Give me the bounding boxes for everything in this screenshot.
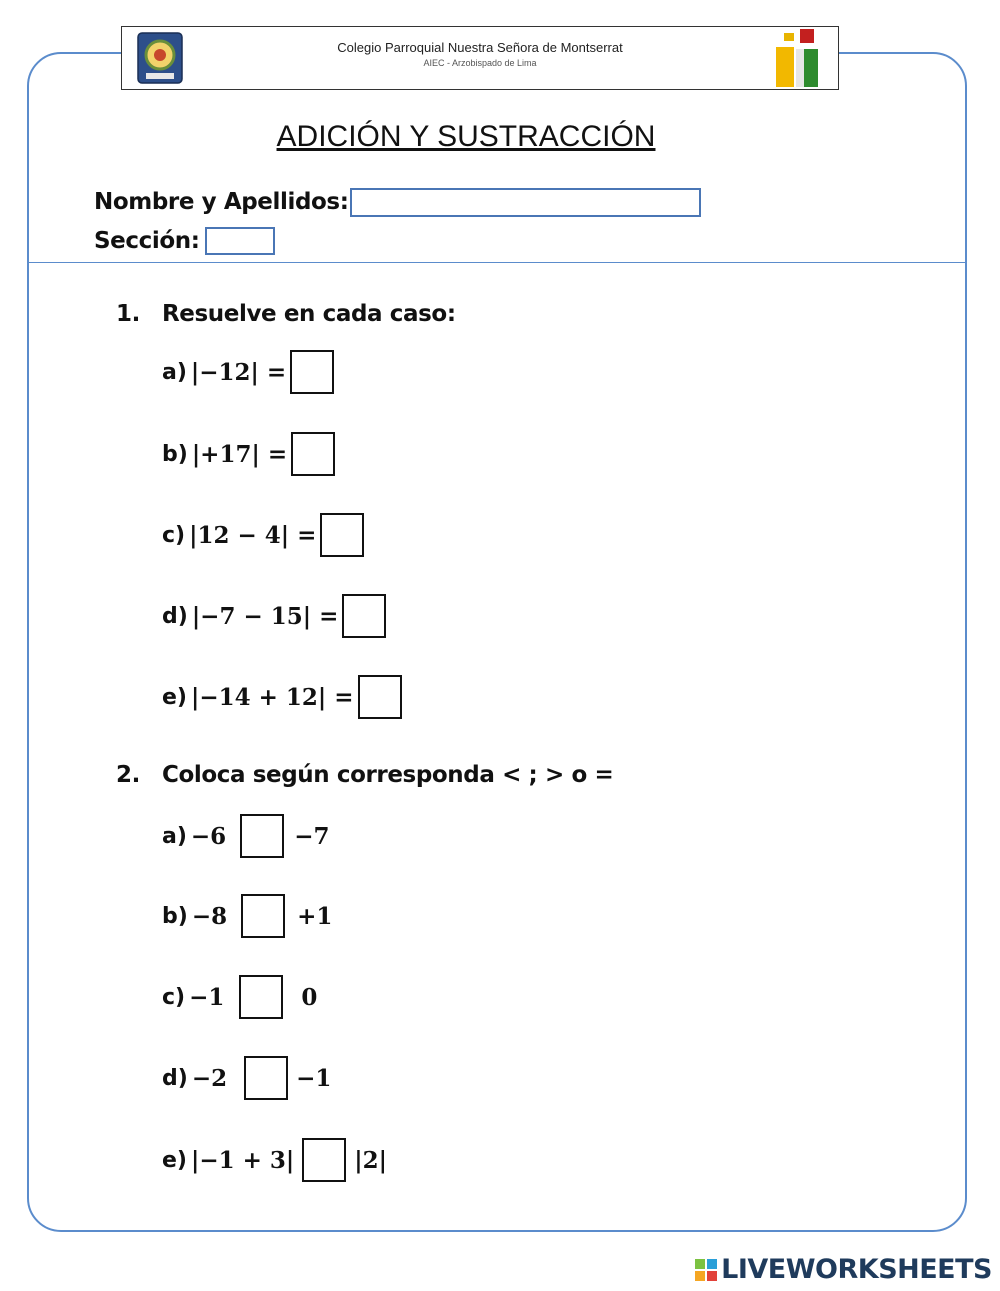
compare-box[interactable] [241, 894, 285, 938]
liveworksheets-brand [694, 1254, 992, 1285]
section-field[interactable] [205, 227, 275, 255]
compare-box[interactable] [239, 975, 283, 1019]
item-label: d) [162, 1065, 188, 1091]
expression: |+17| = [191, 440, 288, 468]
q1-item-a [162, 348, 334, 396]
expression: |−7 − 15| = [191, 602, 339, 630]
answer-box[interactable] [320, 513, 364, 557]
q1-item-e [162, 673, 402, 721]
divider [27, 262, 967, 263]
q2-item-a [162, 812, 329, 860]
item-label: e) [162, 1147, 187, 1173]
question-number: 1. [116, 301, 140, 327]
left-value: |−1 + 3| [190, 1146, 295, 1174]
item-label: e) [162, 684, 187, 710]
school-subtitle: AIEC - Arzobispado de Lima [423, 58, 537, 68]
q1-item-c [162, 511, 364, 559]
left-value: −2 [191, 1064, 228, 1092]
school-logo-icon [770, 27, 822, 89]
liveworksheets-logo-icon [694, 1258, 718, 1282]
left-value: −8 [191, 902, 228, 930]
right-value: 0 [301, 983, 318, 1011]
item-label: a) [162, 823, 187, 849]
q1-item-b [162, 430, 335, 478]
name-field[interactable] [350, 188, 701, 217]
expression: |−14 + 12| = [190, 683, 354, 711]
question-text: Coloca según corresponda < ; > o = [162, 762, 614, 788]
q2-item-d [162, 1054, 331, 1102]
right-value: +1 [297, 902, 333, 930]
item-label: b) [162, 441, 188, 467]
q2-item-c [162, 973, 317, 1021]
answer-box[interactable] [358, 675, 402, 719]
left-value: −1 [189, 983, 225, 1011]
compare-box[interactable] [302, 1138, 346, 1182]
question-2-heading [116, 762, 613, 788]
item-label: c) [162, 522, 186, 548]
compare-box[interactable] [240, 814, 284, 858]
page-title: ADICIÓN Y SUSTRACCIÓN [276, 120, 656, 153]
expression: |12 − 4| = [189, 521, 317, 549]
left-value: −6 [190, 822, 227, 850]
question-number: 2. [116, 762, 140, 788]
answer-box[interactable] [291, 432, 335, 476]
school-header [121, 26, 839, 90]
compare-box[interactable] [244, 1056, 288, 1100]
question-text: Resuelve en cada caso: [162, 301, 456, 327]
name-label: Nombre y Apellidos: [94, 189, 349, 215]
item-label: d) [162, 603, 188, 629]
expression: |−12| = [190, 358, 287, 386]
right-value: −1 [296, 1064, 332, 1092]
answer-box[interactable] [342, 594, 386, 638]
q2-item-e [162, 1136, 387, 1184]
school-name: Colegio Parroquial Nuestra Señora de Montserrat [337, 40, 623, 55]
answer-box[interactable] [290, 350, 334, 394]
item-label: c) [162, 984, 186, 1010]
liveworksheets-wordmark: LIVEWORKSHEETS [721, 1254, 992, 1285]
section-label: Sección: [94, 228, 200, 254]
right-value: −7 [294, 822, 330, 850]
item-label: a) [162, 359, 187, 385]
right-value: |2| [354, 1146, 388, 1174]
question-1-heading [116, 301, 456, 327]
item-label: b) [162, 903, 188, 929]
q1-item-d [162, 592, 386, 640]
q2-item-b [162, 892, 332, 940]
